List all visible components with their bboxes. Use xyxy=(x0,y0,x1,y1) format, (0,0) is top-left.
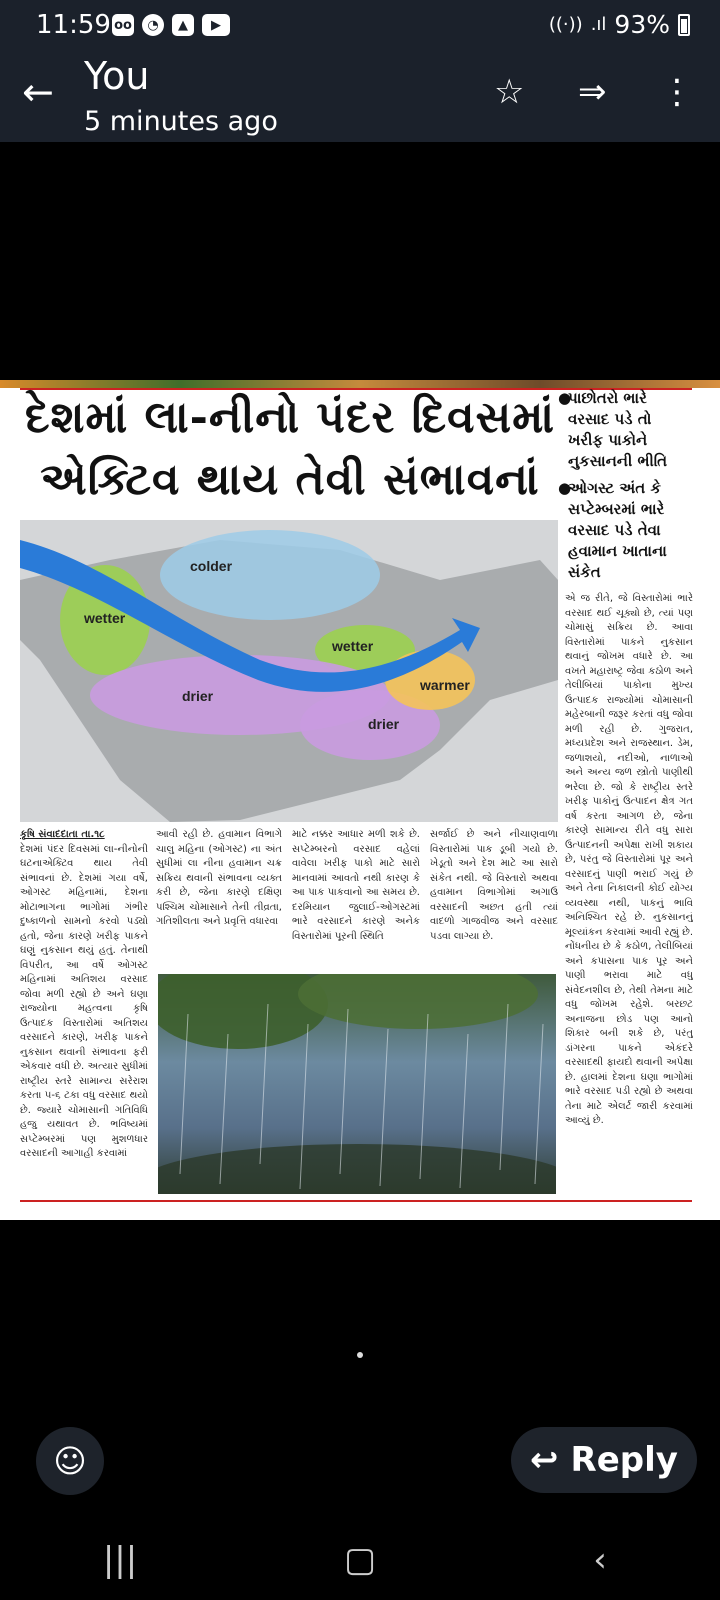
map-label-wetter-mid: wetter xyxy=(332,638,374,654)
top-photo-strip xyxy=(0,380,720,388)
status-time: 11:59 xyxy=(36,10,111,40)
map-label-drier-south: drier xyxy=(368,716,400,732)
shared-image[interactable] xyxy=(0,380,720,1220)
sync-icon: ◔ xyxy=(142,14,164,36)
reply-icon: ↩ xyxy=(530,1440,559,1480)
reply-button[interactable] xyxy=(511,1427,697,1493)
reply-label: Reply xyxy=(570,1440,678,1480)
byline: કૃષિ સંવાદદાતા તા.૧૮ xyxy=(20,829,105,840)
status-bar xyxy=(0,0,720,52)
message-timestamp: 5 minutes ago xyxy=(84,106,278,137)
battery-icon xyxy=(678,14,690,36)
gallery-icon: ▲ xyxy=(172,14,194,36)
system-nav-bar xyxy=(0,1520,720,1600)
bottom-rule xyxy=(20,1200,692,1202)
article-column-1 xyxy=(20,828,148,1182)
rain-photo xyxy=(158,974,556,1194)
side-bullet-1-text: પાછોતરો ભારે વરસાદ પડે તો ખરીફ પાકોને નુકસાનની ભીતિ xyxy=(568,389,668,470)
app-bar xyxy=(0,52,720,142)
map-label-drier-west: drier xyxy=(182,688,214,704)
map-label-colder: colder xyxy=(190,558,233,574)
voicemail-icon: oo xyxy=(112,14,134,36)
headline-line-1: દેશમાં લા-નીનો પંદર દિવસમાં xyxy=(24,392,556,443)
emoji-add-icon: ☺ xyxy=(53,1442,87,1480)
wifi-icon: ((·)) xyxy=(548,14,583,35)
headline-line-2: એક્ટિવ થાય તેવી સંભાવનાં xyxy=(40,454,540,505)
article-column-5: એ જ રીતે, જે વિસ્તારોમાં ભારે વરસાદ થઈ ચૂક્યો છે, ત્યાં પણ ચોમાસું સક્રિય છે. આવા વિસ્તારોમાં પાકને નુકસાન થવાનું જોખમ વધારે છે. આ વખતે મહારાષ્ટ્ર જેવા કઠોળ અને તેલીબિયાં પાકોના મુખ્ય ઉત્પાદક રાજ્યોમાં ચોમાસાની મહેરબાની જરૂર કરતાં વધુ જોવા મળી રહી છે. ગુજરાત, મધ્યપ્રદેશ અને રાજસ્થાન. ડેમ, જળાશયો, નદીઓ, નાળાઓ અને અન્ય જળ સ્ત્રોતો પાણીથી ભરેલા છે. જો કે રાષ્ટ્રીય સ્તરે ખરીફ પાકોનું ઉત્પાદન ક્ષેત્ર ગત વર્ષ કરતા આગળ છે, જેના કારણે સામાન્ય રીતે વધુ સારા ઉત્પાદનની અપેક્ષા રાખી શકાય છે, પરંતુ જે વિસ્તારોમાં પૂર અને વરસાદનું પાણી ભરાઈ ગયું છે અને તેના નિકાલની કોઈ યોગ્ય વ્યવસ્થા નથી, પાકનું ભાવિ અનિશ્ચિત રહે છે. નુકસાનનું મૂલ્યાંકન કરવામાં આવી રહ્યું છે. નોંધનીય છે કે કઠોળ, તેલીબિયાં અને કપાસના પાક પૂર અને પાણી ભરાવા માટે વધુ સંવેદનશીલ છે, તેથી તેમના માટે વધુ જોખમ રહેશે. બરછટ અનાજના છોડ પણ આનો શિકાર બની શકે છે, પરંતુ ડાંગરના પાકને એકંદરે વરસાદથી ફાયદો થવાની અપેક્ષા છે. હાલમાં દેશના ઘણા ભાગોમાં ભારે વરસાદ પડી રહ્યો છે અથવા તેના માટે એલર્ટ જારી કરવામાં આવ્યું છે. xyxy=(565,593,693,1126)
article-column-2: આવી રહી છે. હવામાન વિભાગે ચાલુ મહિના (ઓગસ્ટ) ના અંત સુધીમાં લા નીના હવામાન ચક્ર સક્રિય થવાની સંભાવના વ્યક્ત કરી છે, જેના કારણે દક્ષિણ પશ્ચિમ ચોમાસાને તેની તીવ્રતા, ગતિશીલતા અને પ્રવૃત્તિ વધારવા xyxy=(156,829,282,927)
article-column-3: માટે નક્કર આધાર મળી શકે છે. સપ્ટેમ્બરનો વરસાદ વહેલાં વાવેલા ખરીફ પાકો માટે સારો માનવામાં આવતો નથી કારણ કે આ પાક પાકવાનો આ સમય છે. દરમિયાન જુલાઈ-ઓગસ્ટમાં ભારે વરસાદને કારણે અનેક વિસ્તારોમાં પૂરની સ્થિતિ xyxy=(292,829,420,942)
battery-percent: 93% xyxy=(614,10,670,39)
home-icon[interactable]: ▢ xyxy=(343,1540,377,1580)
page-indicator xyxy=(357,1352,363,1358)
article-column-1-text: દેશમાં પંદર દિવસમાં લા-નીનોની ઘટનાએક્ટિવ થાય તેવી સંભાવનાં છે. દેશમાં ગયા વર્ષે, ઓગસ્ટ મહિનામાં, દેશના મોટાભાગના ભાગોમાં ગંભીર દુષ્કાળનો સામનો કરવો પડ્યો હતો, જેના કારણે ખરીફ પાકને ઘણું નુકસાન થયું હતું. તેનાથી વિપરીત, આ વર્ષે ઓગસ્ટ મહિનામાં અતિશય વરસાદ જોવા મળી રહ્યો છે અને ઘણા રાજ્યોના મહત્વના કૃષિ ઉત્પાદક વિસ્તારોમાં અતિશય વરસાદને કારણે, ખરીફ પાકને નુકસાન થવાની સંભાવના ફરી એકવાર વધી છે. અત્યાર સુધીમાં રાષ્ટ્રીય સ્તરે સામાન્ય સરેરાશ કરતા ૫-૬ ટકા વધુ વરસાદ થયો છે. જ્યારે ચોમાસાની ગતિવિધિ હજુ યથાવત છે. ભવિષ્યમાં સપ્ટેમ્બરમાં પણ મુશળધાર વરસાદની આગાહી કરવામાં xyxy=(20,843,148,1159)
side-bullet-1: ● પાછોતરો ભારે વરસાદ પડે તો ખરીફ પાકોને નુકસાનની ભીતિ xyxy=(558,389,668,470)
side-bullet-2: ● ઓગસ્ટ અંત કે સપ્ટેમ્બરમાં ભારે વરસાદ પડે તેવા હવામાન ખાતાના સંકેત xyxy=(558,479,667,581)
forward-icon[interactable]: ⇒ xyxy=(578,72,607,112)
signal-icon: .ıl xyxy=(590,14,607,35)
nav-back-icon[interactable]: ‹ xyxy=(593,1540,607,1580)
article-column-4: સર્જાઈ છે અને નીચાણવાળા વિસ્તારોમાં પાક ડૂબી ગયો છે. ખેડૂતો અને દેશ માટે આ સારો સંકેત નથી. જે વિસ્તારો અથવા હવામાન વિભાગોમાં અગાઉ વરસાદની અછત હતી ત્યાં વાદળો ગાજવીજ અને વરસાદ પડવા લાગ્યા છે. xyxy=(430,829,558,942)
sender-name: You xyxy=(84,54,150,98)
recent-apps-icon[interactable]: ||| xyxy=(102,1540,138,1580)
youtube-icon: ▶ xyxy=(202,14,230,36)
back-arrow-icon[interactable]: ← xyxy=(22,70,54,114)
more-options-icon[interactable]: ⋮ xyxy=(660,72,694,112)
add-reaction-button[interactable] xyxy=(36,1427,104,1495)
notification-icons xyxy=(112,14,230,36)
la-nina-map xyxy=(20,520,558,822)
side-bullet-2-text: ઓગસ્ટ અંત કે સપ્ટેમ્બરમાં ભારે વરસાદ પડે તેવા હવામાન ખાતાના સંકેત xyxy=(568,479,667,581)
map-label-warmer: warmer xyxy=(420,677,470,693)
star-icon[interactable]: ☆ xyxy=(494,72,525,112)
map-label-wetter-west: wetter xyxy=(84,610,126,626)
status-right xyxy=(549,10,690,39)
